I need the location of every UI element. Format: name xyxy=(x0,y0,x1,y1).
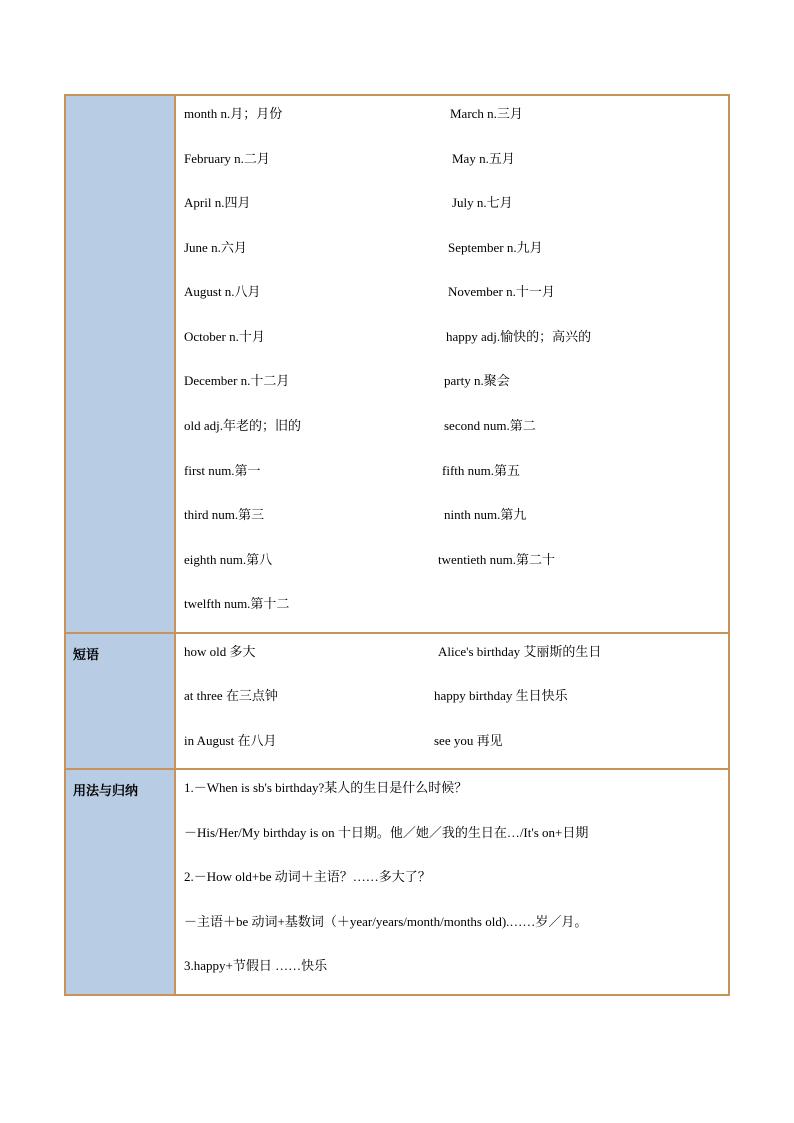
phrase: happy birthday 生日快乐 xyxy=(434,688,568,703)
vocab-word: twentieth num.第二十 xyxy=(438,552,555,567)
vocab-row xyxy=(66,96,728,632)
phrases-content xyxy=(176,634,728,768)
vocab-word: ninth num.第九 xyxy=(444,507,527,522)
vocab-word: February n.二月 xyxy=(184,151,270,166)
vocab-word: March n.三月 xyxy=(450,106,523,121)
phrase: see you 再见 xyxy=(434,733,503,748)
phrase: at three 在三点钟 xyxy=(184,688,278,703)
vocab-word: fifth num.第五 xyxy=(442,463,520,478)
usage-label: 用法与归纳 xyxy=(66,770,176,994)
vocab-word: April n.四月 xyxy=(184,195,251,210)
phrases-row xyxy=(66,632,728,768)
phrase: Alice's birthday 艾丽斯的生日 xyxy=(438,644,602,659)
usage-line: －主语＋be 动词+基数词（＋year/years/month/months old).……岁／月。 xyxy=(184,914,588,929)
vocab-word: August n.八月 xyxy=(184,284,261,299)
vocab-word: party n.聚会 xyxy=(444,373,510,388)
usage-row xyxy=(66,768,728,994)
vocab-word: October n.十月 xyxy=(184,329,265,344)
usage-line: 2.－How old+be 动词＋主语？……多大了？ xyxy=(184,869,431,884)
vocab-word: happy adj.愉快的；高兴的 xyxy=(446,329,592,344)
vocab-word: May n.五月 xyxy=(452,151,515,166)
vocab-word: December n.十二月 xyxy=(184,373,290,388)
phrase: how old 多大 xyxy=(184,644,256,659)
vocab-word: July n.七月 xyxy=(452,195,513,210)
vocab-word: eighth num.第八 xyxy=(184,552,273,567)
usage-content xyxy=(176,770,728,994)
vocab-word: month n.月；月份 xyxy=(184,106,283,121)
vocab-word: old adj.年老的；旧的 xyxy=(184,418,301,433)
usage-line: 3.happy+节假日 ……快乐 xyxy=(184,958,328,973)
vocab-content xyxy=(176,96,728,632)
vocabulary-table xyxy=(64,94,730,996)
vocab-word: second num.第二 xyxy=(444,418,536,433)
vocab-word: September n.九月 xyxy=(448,240,543,255)
usage-line: －His/Her/My birthday is on 十日期。他／她／我的生日在…/It's on+日期 xyxy=(184,825,589,840)
vocab-word: third num.第三 xyxy=(184,507,265,522)
vocab-label xyxy=(66,96,176,632)
phrases-label: 短语 xyxy=(66,634,176,768)
vocab-word: November n.十一月 xyxy=(448,284,555,299)
vocab-word: first num.第一 xyxy=(184,463,261,478)
usage-line: 1.－When is sb's birthday?某人的生日是什么时候？ xyxy=(184,780,468,795)
phrase: in August 在八月 xyxy=(184,733,277,748)
vocab-word: June n.六月 xyxy=(184,240,247,255)
vocab-word: twelfth num.第十二 xyxy=(184,596,290,611)
